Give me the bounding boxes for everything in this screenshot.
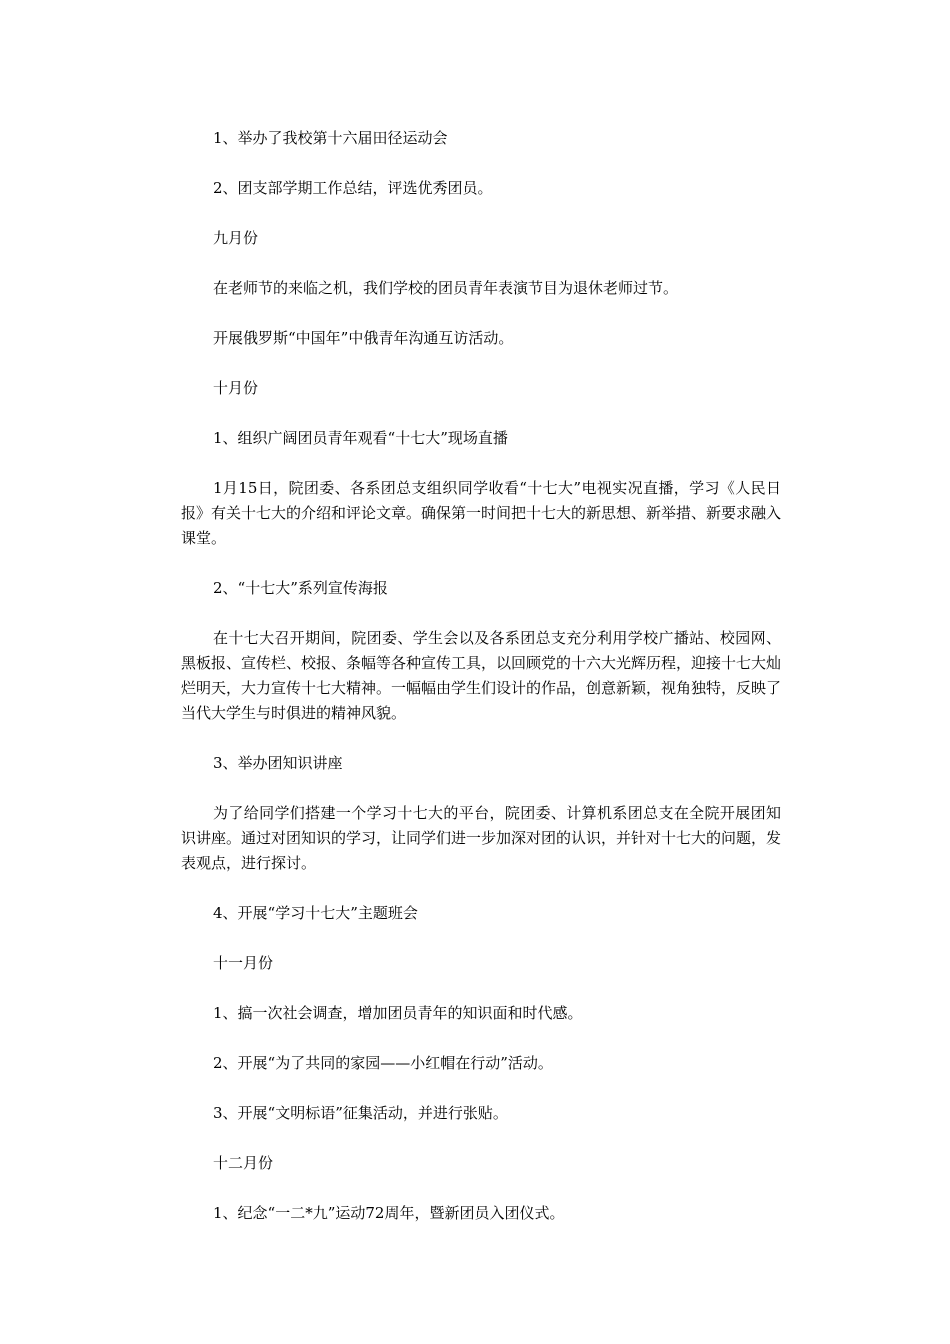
- section-heading-september: 九月份: [213, 229, 259, 247]
- paragraph-1: 1、举办了我校第十六届田径运动会: [213, 129, 448, 147]
- section-heading-november: 十一月份: [213, 954, 274, 972]
- paragraph-11: 4、开展“学习十七大”主题班会: [213, 904, 418, 922]
- section-heading-december: 十二月份: [213, 1154, 274, 1172]
- paragraph-5: 1、组织广阔团员青年观看“十七大”现场直播: [213, 429, 508, 447]
- paragraph-9: 3、举办团知识讲座: [213, 754, 343, 772]
- document-body: [181, 126, 781, 1251]
- paragraph-13: 2、开展“为了共同的家园——小红帽在行动”活动。: [213, 1054, 553, 1072]
- paragraph-6: 1月15日，院团委、各系团总支组织同学收看“十七大”电视实况直播，学习《人民日报》有关十七大的介绍和评论文章。确保第一时间把十七大的新思想、新举措、新要求融入课堂。: [181, 479, 782, 547]
- paragraph-10: 为了给同学们搭建一个学习十七大的平台，院团委、计算机系团总支在全院开展团知识讲座。通过对团知识的学习，让同学们进一步加深对团的认识，并针对十七大的问题，发表观点，进行探讨。: [181, 804, 782, 872]
- paragraph-8: 在十七大召开期间，院团委、学生会以及各系团总支充分利用学校广播站、校园网、黑板报、宣传栏、校报、条幅等各种宣传工具，以回顾党的十六大光辉历程，迎接十七大灿烂明天，大力宣传十七大精神。一幅幅由学生们设计的作品，创意新颖，视角独特，反映了当代大学生与时俱进的精神风貌。: [181, 629, 782, 722]
- paragraph-14: 3、开展“文明标语”征集活动，并进行张贴。: [213, 1104, 508, 1122]
- section-heading-october: 十月份: [213, 379, 259, 397]
- paragraph-3: 在老师节的来临之机，我们学校的团员青年表演节目为退休老师过节。: [213, 279, 679, 297]
- paragraph-4: 开展俄罗斯“中国年”中俄青年沟通互访活动。: [213, 329, 514, 347]
- paragraph-12: 1、搞一次社会调查，增加团员青年的知识面和时代感。: [213, 1004, 583, 1022]
- paragraph-2: 2、团支部学期工作总结，评选优秀团员。: [213, 179, 493, 197]
- paragraph-15: 1、纪念“一二*九”运动72周年，暨新团员入团仪式。: [213, 1204, 565, 1222]
- paragraph-7: 2、“十七大”系列宣传海报: [213, 579, 388, 597]
